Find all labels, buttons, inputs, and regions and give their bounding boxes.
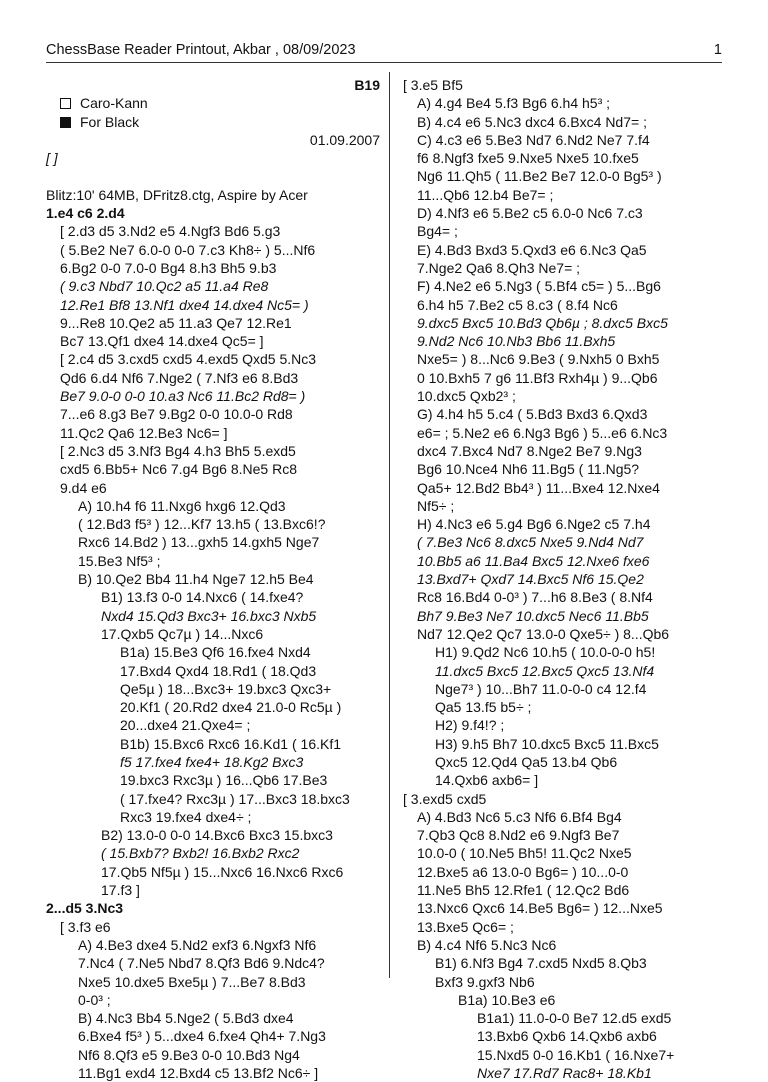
annotation-line — [403, 76, 723, 94]
annotation-line — [403, 1046, 723, 1064]
line-text: Bc7 13.Qf1 dxe4 14.dxe4 Qc5= ] — [60, 333, 264, 350]
line-text: B) 4.c4 e6 5.Nc3 dxc4 6.Bxc4 Nd7= ; — [417, 113, 647, 130]
line-text: 9...Re8 10.Qe2 a5 11.a3 Qe7 12.Re1 — [60, 314, 292, 331]
line-text: [ 3.e5 Bf5 — [403, 77, 463, 93]
annotation-line — [46, 479, 380, 497]
annotation-line — [46, 424, 380, 442]
line-text: 12.Bxe5 a6 13.0-0 Bg6= ) 10...0-0 — [417, 863, 629, 880]
annotation-line — [46, 1046, 380, 1064]
line-text: Qa5+ 12.Bd2 Bb4³ ) 11...Bxe4 12.Nxe4 — [417, 479, 660, 496]
line-text: 11.Ne5 Bh5 12.Rfe1 ( 12.Qc2 Bd6 — [417, 882, 630, 899]
line-text: A) 4.g4 Be4 5.f3 Bg6 6.h4 h5³ ; — [417, 95, 611, 112]
line-text: [ ] — [46, 150, 58, 167]
line-text: 6.h4 h5 7.Be2 c5 8.c3 ( 8.f4 Nc6 — [417, 296, 618, 313]
annotation-line — [403, 607, 723, 625]
line-text: H3) 9.h5 Bh7 10.dxc5 Bxc5 11.Bxc5 — [435, 735, 659, 752]
line-text: A) 10.h4 f6 11.Nxg6 hxg6 12.Qd3 — [78, 497, 286, 514]
annotation-line — [403, 204, 723, 222]
annotation-line — [46, 680, 380, 698]
line-text: 17.f3 ] — [101, 882, 140, 899]
line-text: e6= ; 5.Ne2 e6 6.Ng3 Bg6 ) 5...e6 6.Nc3 — [417, 424, 668, 441]
annotation-line — [46, 936, 380, 954]
annotation-line — [46, 716, 380, 734]
annotation-line — [46, 643, 380, 661]
line-text: E) 4.Bd3 Bxd3 5.Qxd3 e6 6.Nc3 Qa5 — [417, 241, 647, 258]
line-text: 0 10.Bxh5 7 g6 11.Bf3 Rxh4µ ) 9...Qb6 — [417, 369, 658, 386]
annotation-line — [46, 863, 380, 881]
line-text: B1b) 15.Bxc6 Rxc6 16.Kd1 ( 16.Kf1 — [120, 735, 342, 752]
annotation-line — [46, 607, 380, 625]
annotation-line — [403, 662, 723, 680]
line-text: ( 17.fxe4? Rxc3µ ) 17...Bxc3 18.bxc3 — [120, 790, 350, 807]
annotation-line — [403, 369, 723, 387]
annotation-line — [403, 698, 723, 716]
line-text: Bg6 10.Nce4 Nh6 11.Bg5 ( 11.Ng5? — [417, 461, 640, 478]
line-text: B) 4.c4 Nf6 5.Nc3 Nc6 — [417, 936, 557, 953]
annotation-line — [46, 735, 380, 753]
annotation-line — [46, 570, 380, 588]
annotation-line — [403, 113, 723, 131]
annotation-line — [46, 918, 380, 936]
annotation-line — [46, 76, 380, 94]
annotation-line — [403, 460, 723, 478]
line-text: 11...Qb6 12.b4 Be7= ; — [417, 186, 554, 203]
line-text: B2) 13.0-0 0-0 14.Bxc6 Bxc3 15.bxc3 — [101, 827, 333, 844]
annotation-line — [403, 735, 723, 753]
line-text: 9.dxc5 Bxc5 10.Bd3 Qb6µ ; 8.dxc5 Bxc5 — [417, 314, 668, 331]
annotation-line — [46, 332, 380, 350]
annotation-line — [46, 204, 380, 222]
annotation-line — [403, 1064, 723, 1082]
line-text: 2...d5 3.Nc3 — [46, 900, 124, 917]
line-text: A) 4.Be3 dxe4 5.Nd2 exf3 6.Ngxf3 Nf6 — [78, 936, 317, 953]
annotation-line — [403, 1009, 723, 1027]
annotation-line — [403, 533, 723, 551]
annotation-line — [46, 314, 380, 332]
annotation-line — [46, 131, 380, 149]
line-text: Blitz:10' 64MB, DFritz8.ctg, Aspire by Acer — [46, 186, 308, 203]
annotation-line — [403, 863, 723, 881]
line-text: Rxc3 19.fxe4 dxe4÷ ; — [120, 808, 252, 825]
annotation-line — [403, 332, 723, 350]
empty-square-icon — [60, 98, 71, 109]
annotation-line — [403, 167, 723, 185]
line-text: 10.Bb5 a6 11.Ba4 Bxc5 12.Nxe6 fxe6 — [417, 552, 650, 569]
line-text: 6.Bg2 0-0 7.0-0 Bg4 8.h3 Bh5 9.b3 — [60, 259, 277, 276]
line-text: 1.e4 c6 2.d4 — [46, 205, 125, 222]
line-text: 7.Qb3 Qc8 8.Nd2 e6 9.Ngf3 Be7 — [417, 827, 620, 844]
annotation-line — [403, 808, 723, 826]
line-text: Bxf3 9.gxf3 Nb6 — [435, 973, 535, 990]
line-text: B19 — [354, 77, 380, 93]
annotation-line — [46, 277, 380, 295]
annotation-line — [46, 186, 380, 204]
annotation-line — [403, 936, 723, 954]
annotation-line — [46, 113, 380, 131]
annotation-line — [46, 515, 380, 533]
annotation-line — [403, 186, 723, 204]
annotation-line — [46, 899, 380, 917]
line-text: 10.0-0 ( 10.Ne5 Bh5! 11.Qc2 Nxe5 — [417, 845, 632, 862]
line-text: Ng6 11.Qh5 ( 11.Be2 Be7 12.0-0 Bg5³ ) — [417, 168, 662, 185]
annotation-line — [403, 790, 723, 808]
annotation-line — [403, 991, 723, 1009]
line-text: Be7 9.0-0 0-0 10.a3 Nc6 11.Bc2 Rd8= ) — [60, 388, 306, 405]
line-text: Caro-Kann — [80, 95, 148, 112]
annotation-line — [403, 479, 723, 497]
annotation-line — [46, 826, 380, 844]
annotation-line — [46, 973, 380, 991]
annotation-line — [46, 954, 380, 972]
line-text: 15.Nxd5 0-0 16.Kb1 ( 16.Nxe7+ — [477, 1046, 675, 1063]
page-header — [46, 42, 722, 58]
line-text: 01.09.2007 — [309, 131, 380, 148]
annotation-line — [46, 442, 380, 460]
filled-square-icon — [60, 117, 71, 128]
annotation-line — [403, 259, 723, 277]
annotation-line — [403, 826, 723, 844]
line-text: dxc4 7.Bxc4 Nd7 8.Nge2 Be7 9.Ng3 — [417, 442, 642, 459]
line-text: 15.Be3 Nf5³ ; — [78, 552, 161, 569]
line-text: ( 9.c3 Nbd7 10.Qc2 a5 11.a4 Re8 — [60, 278, 269, 295]
annotation-line — [46, 991, 380, 1009]
line-text: 6.Bxe4 f5³ ) 5...dxe4 6.fxe4 Qh4+ 7.Ng3 — [78, 1028, 326, 1045]
annotation-line — [403, 222, 723, 240]
line-text: Qd6 6.d4 Nf6 7.Nge2 ( 7.Nf3 e6 8.Bd3 — [60, 369, 299, 386]
line-text: 17.Qb5 Nf5µ ) 15...Nxc6 16.Nxc6 Rxc6 — [101, 863, 344, 880]
page-number: 1 — [713, 42, 722, 58]
line-text: B1) 6.Nf3 Bg4 7.cxd5 Nxd5 8.Qb3 — [435, 955, 647, 972]
annotation-line — [46, 259, 380, 277]
annotation-line — [46, 296, 380, 314]
line-text: Qe5µ ) 18...Bxc3+ 19.bxc3 Qxc3+ — [120, 680, 332, 697]
annotation-line — [403, 497, 723, 515]
line-text: [ 2.Nc3 d5 3.Nf3 Bg4 4.h3 Bh5 5.exd5 — [60, 442, 296, 459]
line-text: ( 15.Bxb7? Bxb2! 16.Bxb2 Rxc2 — [101, 845, 300, 862]
annotation-line — [46, 753, 380, 771]
line-text: C) 4.c3 e6 5.Be3 Nd7 6.Nd2 Ne7 7.f4 — [417, 131, 650, 148]
line-text: 14.Qxb6 axb6= ] — [435, 772, 539, 789]
annotation-line — [403, 296, 723, 314]
line-text: 19.bxc3 Rxc3µ ) 16...Qb6 17.Be3 — [120, 772, 328, 789]
annotation-line — [46, 405, 380, 423]
annotation-line — [403, 277, 723, 295]
line-text: 17.Qxb5 Qc7µ ) 14...Nxc6 — [101, 625, 264, 642]
line-text: f6 8.Ngf3 fxe5 9.Nxe5 Nxe5 10.fxe5 — [417, 150, 639, 167]
annotation-line — [403, 1027, 723, 1045]
annotation-line — [403, 973, 723, 991]
printout-title: ChessBase Reader Printout, Akbar , 08/09/2023 — [46, 42, 356, 58]
line-text: Qxc5 12.Qd4 Qa5 13.b4 Qb6 — [435, 753, 618, 770]
annotation-line — [403, 515, 723, 533]
annotation-line — [46, 588, 380, 606]
annotation-line — [403, 716, 723, 734]
line-text: Bg4= ; — [417, 223, 458, 240]
line-text: Rxc6 14.Bd2 ) 13...gxh5 14.gxh5 Nge7 — [78, 534, 320, 551]
line-text: D) 4.Nf3 e6 5.Be2 c5 6.0-0 Nc6 7.c3 — [417, 205, 643, 222]
annotation-line — [403, 771, 723, 789]
line-text: B1a1) 11.0-0-0 Be7 12.d5 exd5 — [477, 1010, 672, 1027]
line-text: 13.Nxc6 Qxc6 14.Be5 Bg6= ) 12...Nxe5 — [417, 900, 663, 917]
line-text: 11.Qc2 Qa6 12.Be3 Nc6= ] — [60, 424, 228, 441]
line-text: Nxe5 10.dxe5 Bxe5µ ) 7...Be7 8.Bd3 — [78, 973, 306, 990]
line-text: 12.Re1 Bf8 13.Nf1 dxe4 14.dxe4 Nc5= ) — [60, 296, 309, 313]
line-text: 11.dxc5 Bxc5 12.Bxc5 Qxc5 13.Nf4 — [435, 662, 655, 679]
left-column — [46, 76, 380, 1082]
line-text: H2) 9.f4!? ; — [435, 717, 505, 734]
annotation-line — [403, 314, 723, 332]
annotation-line — [403, 588, 723, 606]
line-text: Nf6 8.Qf3 e5 9.Be3 0-0 10.Bd3 Ng4 — [78, 1046, 300, 1063]
annotation-line — [403, 643, 723, 661]
line-text: 9.d4 e6 — [60, 479, 107, 496]
annotation-line — [403, 387, 723, 405]
annotation-line — [46, 222, 380, 240]
annotation-line — [403, 625, 723, 643]
right-column — [403, 76, 723, 1082]
annotation-line — [46, 881, 380, 899]
line-text: 0-0³ ; — [78, 991, 111, 1008]
line-text: [ 3.f3 e6 — [60, 918, 111, 935]
line-text: 20...dxe4 21.Qxe4= ; — [120, 717, 251, 734]
line-text: [ 2.c4 d5 3.cxd5 cxd5 4.exd5 Qxd5 5.Nc3 — [60, 351, 317, 368]
line-text: A) 4.Bd3 Nc6 5.c3 Nf6 6.Bf4 Bg4 — [417, 808, 622, 825]
line-text: Rc8 16.Bd4 0-0³ ) 7...h6 8.Be3 ( 8.Nf4 — [417, 589, 653, 606]
line-text: 20.Kf1 ( 20.Rd2 dxe4 21.0-0 Rc5µ ) — [120, 699, 342, 716]
annotation-line — [403, 149, 723, 167]
line-text: [ 3.exd5 cxd5 — [403, 790, 487, 807]
annotation-line — [46, 771, 380, 789]
line-text: 9.Nd2 Nc6 10.Nb3 Bb6 11.Bxh5 — [417, 333, 616, 350]
annotation-line — [403, 954, 723, 972]
line-text: Nf5÷ ; — [417, 497, 455, 514]
annotation-line — [46, 844, 380, 862]
line-text: Nge7³ ) 10...Bh7 11.0-0-0 c4 12.f4 — [435, 680, 647, 697]
annotation-line — [46, 533, 380, 551]
annotation-line — [403, 350, 723, 368]
line-text: 13.Bxd7+ Qxd7 14.Bxc5 Nf6 15.Qe2 — [417, 571, 644, 588]
line-text: ( 5.Be2 Ne7 6.0-0 0-0 7.c3 Kh8÷ ) 5...Nf6 — [60, 241, 316, 258]
line-text: [ 2.d3 d5 3.Nd2 e5 4.Ngf3 Bd6 5.g3 — [60, 223, 281, 240]
annotation-line — [46, 241, 380, 259]
line-text: Nd7 12.Qe2 Qc7 13.0-0 Qxe5÷ ) 8...Qb6 — [417, 625, 670, 642]
line-text: ( 7.Be3 Nc6 8.dxc5 Nxe5 9.Nd4 Nd7 — [417, 534, 644, 551]
annotation-line — [46, 1009, 380, 1027]
annotation-line — [403, 94, 723, 112]
annotation-line — [46, 808, 380, 826]
line-text: H1) 9.Qd2 Nc6 10.h5 ( 10.0-0-0 h5! — [435, 644, 656, 661]
line-text: Nxd4 15.Qd3 Bxc3+ 16.bxc3 Nxb5 — [101, 607, 317, 624]
annotation-line — [403, 881, 723, 899]
line-text: 13.Bxb6 Qxb6 14.Qxb6 axb6 — [477, 1028, 657, 1045]
line-text: Qa5 13.f5 b5÷ ; — [435, 699, 532, 716]
annotation-line — [46, 698, 380, 716]
annotation-line — [403, 405, 723, 423]
line-text: 7...e6 8.g3 Be7 9.Bg2 0-0 10.0-0 Rd8 — [60, 406, 293, 423]
annotation-line — [403, 442, 723, 460]
line-text: Nxe7 17.Rd7 Rac8+ 18.Kb1 — [477, 1065, 652, 1082]
annotation-line — [46, 94, 380, 112]
line-text: 17.Bxd4 Qxd4 18.Rd1 ( 18.Qd3 — [120, 662, 317, 679]
annotation-line — [46, 369, 380, 387]
annotation-line — [403, 899, 723, 917]
annotation-line — [46, 350, 380, 368]
annotation-line — [403, 424, 723, 442]
header-rule — [46, 62, 722, 63]
line-text: G) 4.h4 h5 5.c4 ( 5.Bd3 Bxd3 6.Qxd3 — [417, 406, 648, 423]
annotation-line — [403, 131, 723, 149]
column-divider — [389, 72, 390, 978]
annotation-line — [46, 167, 380, 185]
line-text: B1) 13.f3 0-0 14.Nxc6 ( 14.fxe4? — [101, 589, 304, 606]
annotation-line — [46, 497, 380, 515]
annotation-line — [403, 753, 723, 771]
line-text: ( 12.Bd3 f5³ ) 12...Kf7 13.h5 ( 13.Bxc6!? — [78, 516, 326, 533]
annotation-line — [403, 844, 723, 862]
line-text: B) 4.Nc3 Bb4 5.Nge2 ( 5.Bd3 dxe4 — [78, 1010, 294, 1027]
annotation-line — [403, 552, 723, 570]
line-text: 13.Bxe5 Qc6= ; — [417, 918, 514, 935]
line-text: H) 4.Nc3 e6 5.g4 Bg6 6.Nge2 c5 7.h4 — [417, 516, 651, 533]
annotation-line — [46, 662, 380, 680]
annotation-line — [46, 625, 380, 643]
line-text: Bh7 9.Be3 Ne7 10.dxc5 Nec6 11.Bb5 — [417, 607, 649, 624]
line-text: 7.Nge2 Qa6 8.Qh3 Ne7= ; — [417, 259, 581, 276]
line-text: B1a) 10.Be3 e6 — [458, 991, 556, 1008]
annotation-line — [46, 552, 380, 570]
annotation-line — [403, 570, 723, 588]
annotation-line — [46, 1027, 380, 1045]
line-text: B1a) 15.Be3 Qf6 16.fxe4 Nxd4 — [120, 644, 311, 661]
line-text: f5 17.fxe4 fxe4+ 18.Kg2 Bxc3 — [120, 753, 304, 770]
annotation-line — [403, 918, 723, 936]
annotation-line — [46, 790, 380, 808]
line-text: F) 4.Ne2 e6 5.Ng3 ( 5.Bf4 c5= ) 5...Bg6 — [417, 278, 661, 295]
annotation-line — [46, 460, 380, 478]
line-text: 10.dxc5 Qxb2³ ; — [417, 388, 516, 405]
line-text: 11.Bg1 exd4 12.Bxd4 c5 13.Bf2 Nc6÷ ] — [78, 1065, 319, 1082]
line-text: For Black — [80, 113, 140, 130]
line-text: Nxe5= ) 8...Nc6 9.Be3 ( 9.Nxh5 0 Bxh5 — [417, 351, 660, 368]
annotation-line — [403, 680, 723, 698]
annotation-line — [46, 1064, 380, 1082]
annotation-line — [403, 241, 723, 259]
line-text: B) 10.Qe2 Bb4 11.h4 Nge7 12.h5 Be4 — [78, 571, 314, 588]
annotation-line — [46, 149, 380, 167]
line-text: 7.Nc4 ( 7.Ne5 Nbd7 8.Qf3 Bd6 9.Ndc4? — [78, 955, 325, 972]
line-text: cxd5 6.Bb5+ Nc6 7.g4 Bg6 8.Ne5 Rc8 — [60, 461, 297, 478]
annotation-line — [46, 387, 380, 405]
